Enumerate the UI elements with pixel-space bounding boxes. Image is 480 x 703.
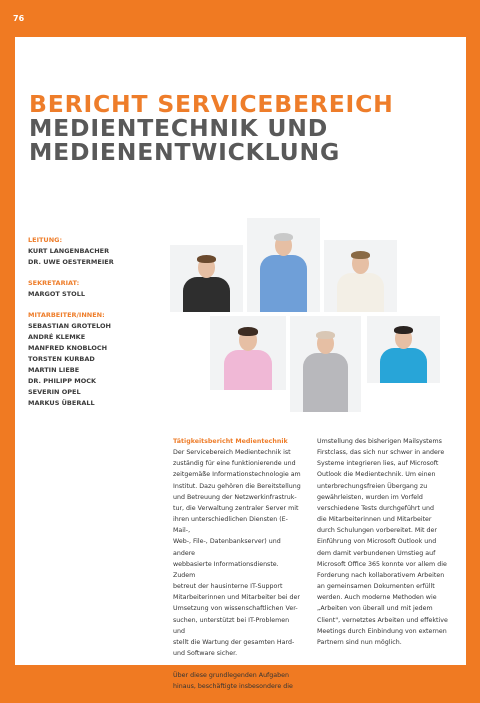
mitarbeiter-group [28, 310, 178, 409]
person-hair [394, 326, 414, 334]
person-torso [337, 273, 384, 312]
person-torso [260, 255, 307, 312]
leitung-group [28, 235, 178, 268]
staff-name: MARTIN LIEBE [28, 366, 80, 374]
text-column-1 [173, 436, 301, 703]
mitarbeiter-label: MITARBEITER/INNEN: [28, 311, 105, 319]
text-line: die Mitarbeiterinnen und Mitarbeiter [317, 516, 432, 524]
text-line: verschiedene Tests durchgeführt und [317, 504, 434, 512]
text-line: Client", vernetztes Arbeiten und effektive [317, 616, 448, 624]
text-line: Über diese grundlegenden Aufgaben [173, 672, 289, 680]
text-line: an gemeinsamen Dokumenten erfüllt [317, 583, 435, 591]
sekretariat-label: SEKRETARIAT: [28, 279, 80, 287]
sekretariat-group [28, 278, 178, 300]
portrait-photo [367, 316, 440, 383]
portrait-photo [324, 240, 397, 312]
person-torso [303, 353, 348, 412]
team-photo-collage [170, 218, 450, 418]
text-line: Einführung von Microsoft Outlook und [317, 538, 437, 546]
text-line: Systeme integrieren lies, auf Microsoft [317, 460, 439, 468]
text-line: Mitarbeiterinnen und Mitarbeiter bei der [173, 594, 300, 602]
text-line: und Betreuung der Netzwerkinfrastruk- [173, 493, 297, 501]
text-line: und Software sicher. [173, 649, 238, 657]
text-line: zuständig für eine funktionierende und [173, 460, 296, 468]
page-sheet [15, 37, 466, 691]
text-line: Umsetzung von wissenschaftlichen Ver- [173, 605, 298, 613]
text-line: Outlook die Medientechnik. Um einen [317, 471, 436, 479]
text-line: webbasierte Informationsdienste. Zudem [173, 560, 279, 579]
text-line: dem damit verbundenen Umstieg auf [317, 549, 436, 557]
staff-name: ANDRÉ KLEMKE [28, 333, 86, 341]
text-line: durch Schulungen vorbereitet. Mit der [317, 527, 437, 535]
text-line: stellt die Wartung der gesamten Hard- [173, 638, 295, 646]
paragraph [317, 436, 455, 648]
text-line: Der Servicebereich Medientechnik ist [173, 449, 291, 457]
portrait-photo [290, 316, 361, 412]
paragraph [173, 670, 301, 692]
staff-name: SEVERIN OPEL [28, 388, 81, 396]
text-line: Forderung nach kollaborativem Arbeiten [317, 571, 445, 579]
text-line: unterbrechungsfreien Übergang zu [317, 482, 428, 490]
page-number: 76 [13, 14, 25, 23]
paragraph [173, 447, 301, 659]
person-torso [183, 277, 230, 312]
text-line: tur, die Verwaltung zentraler Server mit [173, 504, 299, 512]
text-line: Institut. Dazu gehören die Bereitstellung [173, 482, 301, 490]
text-line: Firstclass, das sich nur schwer in andere [317, 449, 445, 457]
text-line: suchen, unterstützt bei IT-Problemen und [173, 616, 290, 635]
text-line: ihren unterschiedlichen Diensten (E-Mail-, [173, 516, 288, 535]
staff-name: MARGOT STOLL [28, 290, 85, 298]
text-line: „Arbeiten von überall und mit jedem [317, 605, 433, 613]
person-hair [316, 331, 335, 339]
staff-name: SEBASTIAN GROTELOH [28, 322, 111, 330]
text-line: betreut der hausinterne IT-Support [173, 583, 283, 591]
person-torso [224, 350, 273, 390]
leitung-label: LEITUNG: [28, 236, 63, 244]
text-line: zeitgemäße Informationstechnologie am [173, 471, 301, 479]
person-hair [351, 251, 371, 259]
title-line-1: BERICHT SERVICEBEREICH [29, 90, 394, 118]
text-line: Web-, File-, Datenbankserver) und andere [173, 538, 281, 557]
staff-name: DR. UWE OESTERMEIER [28, 258, 114, 266]
person-hair [238, 327, 258, 335]
person-hair [274, 233, 294, 241]
text-column-2 [317, 436, 455, 659]
staff-name: KURT LANGENBACHER [28, 247, 110, 255]
staff-name: TORSTEN KURBAD [28, 355, 95, 363]
title-line-3: MEDIENENTWICKLUNG [29, 138, 341, 166]
text-line: Umstellung des bisherigen Mailsystems [317, 438, 442, 445]
title-line-2: MEDIENTECHNIK UND [29, 114, 329, 142]
portrait-photo [170, 245, 243, 312]
text-line: Meetings durch Einbindung von externen [317, 627, 447, 635]
staff-name: MARKUS ÜBERALL [28, 399, 95, 407]
text-line: Microsoft Office 365 konnte vor allem die [317, 560, 447, 568]
text-line: werden. Auch moderne Methoden wie [317, 594, 437, 602]
staff-name: DR. PHILIPP MOCK [28, 377, 97, 385]
person-hair [197, 255, 217, 263]
text-line: Partnern sind nun möglich. [317, 638, 402, 646]
portrait-photo [210, 316, 286, 390]
page-title [29, 92, 394, 164]
staff-name: MANFRED KNOBLOCH [28, 344, 108, 352]
text-line: hinaus, beschäftigte insbesondere die [173, 683, 293, 691]
person-torso [380, 348, 427, 383]
staff-sidebar [28, 235, 178, 419]
text-line: gewährleisten, wurden im Vorfeld [317, 493, 423, 501]
section-heading: Tätigkeitsbericht Medientechnik [173, 438, 288, 445]
portrait-photo [247, 218, 320, 312]
